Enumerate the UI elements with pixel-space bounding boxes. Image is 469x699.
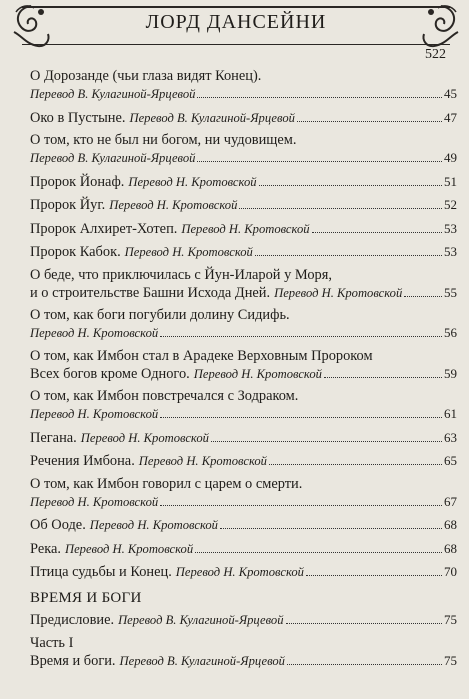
toc-line	[30, 405, 457, 423]
toc-line	[30, 452, 457, 470]
entry-translator: Перевод Н. Кротовской	[124, 245, 253, 259]
book-author-title: ЛОРД ДАНСЕЙНИ	[145, 11, 327, 33]
dot-leader	[297, 121, 442, 122]
toc-entry	[30, 132, 457, 167]
entry-title: Пегана.	[30, 429, 77, 446]
entry-page: 67	[444, 493, 457, 509]
entry-page: 53	[444, 244, 457, 259]
entry-translator: Перевод В. Кулагиной-Ярцевой	[30, 151, 196, 165]
entry-translator: Перевод Н. Кротовской	[128, 174, 257, 189]
entry-title: Речения Имбона.	[30, 453, 135, 469]
dot-leader	[195, 552, 442, 553]
toc-entry	[30, 173, 457, 191]
toc-entry	[30, 540, 457, 558]
dot-leader	[286, 623, 442, 624]
part-entries	[30, 652, 457, 670]
toc-entry	[30, 243, 457, 261]
entry-translator: Перевод Н. Кротовской	[109, 198, 238, 212]
entry-translator: Перевод В. Кулагиной-Ярцевой	[118, 613, 284, 627]
entry-page: 59	[444, 365, 457, 381]
entry-translator: Перевод Н. Кротовской	[138, 454, 267, 468]
entry-title: Пророк Алхирет-Хотеп.	[30, 220, 178, 237]
entry-title: Предисловие.	[30, 612, 115, 628]
toc-line	[30, 109, 457, 127]
toc-entry	[30, 563, 457, 581]
running-header	[22, 6, 450, 62]
entry-page: 56	[444, 325, 457, 340]
entry-translator: Перевод Н. Кротовской	[30, 494, 159, 509]
toc-entry	[30, 516, 457, 534]
dot-leader	[269, 464, 442, 465]
toc-entry	[30, 307, 457, 342]
entry-title: Пророк Кабок.	[30, 244, 121, 260]
entry-translator: Перевод В. Кулагиной-Ярцевой	[30, 87, 196, 101]
toc-line	[30, 516, 457, 534]
entry-title: Птица судьбы и Конец.	[30, 564, 172, 580]
toc-line	[30, 243, 457, 261]
toc-entry	[30, 348, 457, 383]
toc-entry	[30, 476, 457, 511]
entry-title: и о строительстве Башни Исхода Дней.	[30, 284, 271, 301]
toc-line	[30, 611, 457, 629]
toc-entry	[30, 611, 457, 629]
entry-title: Око в Пустыне.	[30, 109, 126, 126]
toc-line	[30, 132, 457, 149]
dot-leader	[211, 441, 442, 442]
dot-leader	[259, 185, 442, 186]
entry-translator: Перевод В. Кулагиной-Ярцевой	[129, 110, 295, 125]
dot-leader	[197, 161, 442, 162]
entry-page: 53	[444, 220, 457, 236]
toc-entry	[30, 220, 457, 238]
toc-line	[30, 388, 457, 405]
entry-title: О том, кто не был ни богом, ни чудовищем.	[30, 132, 297, 148]
toc-entry	[30, 267, 457, 302]
entry-title: Время и боги.	[30, 653, 116, 669]
part-label: Часть I	[30, 635, 74, 651]
toc-line	[30, 652, 457, 670]
dot-leader	[160, 417, 442, 418]
entry-page: 51	[444, 173, 457, 189]
entry-translator: Перевод Н. Кротовской	[193, 366, 322, 381]
entry-page: 47	[444, 109, 457, 125]
dot-leader	[306, 575, 442, 576]
dot-leader	[287, 664, 442, 665]
toc-entry	[30, 68, 457, 103]
entry-title: Пророк Йуг.	[30, 197, 106, 213]
dot-leader	[197, 97, 442, 98]
toc-entry	[30, 109, 457, 127]
dot-leader	[255, 255, 442, 256]
section-entries	[30, 611, 457, 629]
entry-translator: Перевод Н. Кротовской	[89, 518, 218, 532]
entry-page: 61	[444, 406, 457, 421]
entry-page: 63	[444, 429, 457, 445]
toc-line	[30, 429, 457, 447]
table-of-contents	[30, 68, 457, 670]
entry-page: 55	[444, 284, 457, 300]
toc-line	[30, 220, 457, 238]
entry-page: 68	[444, 517, 457, 532]
toc-line	[30, 493, 457, 511]
dot-leader	[404, 296, 442, 297]
entry-title: Всех богов кроме Одного.	[30, 365, 190, 382]
entry-title: О том, как Имбон говорил с царем о смерти.	[30, 475, 303, 492]
entry-page: 75	[444, 612, 457, 627]
entry-translator: Перевод Н. Кротовской	[64, 541, 194, 556]
toc-entry	[30, 196, 457, 214]
toc-line	[30, 267, 457, 284]
entry-page: 49	[444, 150, 457, 165]
dot-leader	[239, 208, 442, 209]
entry-page: 45	[444, 86, 457, 101]
entry-page: 68	[444, 540, 457, 556]
entry-translator: Перевод В. Кулагиной-Ярцевой	[119, 654, 285, 668]
page-number: 522	[425, 47, 446, 62]
entry-translator: Перевод Н. Кротовской	[274, 285, 403, 300]
entry-title: Пророк Йонаф.	[30, 173, 125, 190]
dot-leader	[220, 528, 442, 529]
entry-title: О Дорозанде (чьи глаза видят Конец).	[30, 68, 262, 84]
toc-line	[30, 149, 457, 167]
entry-title: О беде, что приключилась с Йун-Иларой у Моря,	[30, 266, 332, 283]
toc-line	[30, 476, 457, 493]
entry-title: О том, как Имбон стал в Арадеке Верховным Пророком	[30, 347, 373, 364]
toc-line	[30, 68, 457, 85]
toc-line	[30, 365, 457, 383]
entry-translator: Перевод Н. Кротовской	[30, 326, 159, 340]
dot-leader	[312, 232, 442, 233]
toc-entries	[30, 68, 457, 581]
entry-translator: Перевод Н. Кротовской	[30, 407, 159, 421]
toc-entry	[30, 388, 457, 423]
toc-line	[30, 563, 457, 581]
entry-translator: Перевод Н. Кротовской	[181, 221, 310, 236]
entry-title: О том, как Имбон повстречался с Зодраком.	[30, 388, 299, 404]
toc-line	[30, 196, 457, 214]
toc-line	[30, 324, 457, 342]
entry-translator: Перевод Н. Кротовской	[175, 565, 304, 579]
entry-page: 65	[444, 453, 457, 468]
toc-line	[30, 540, 457, 558]
floral-ornament-icon	[418, 2, 464, 50]
toc-line	[30, 348, 457, 365]
entry-page: 70	[444, 564, 457, 579]
entry-title: Река.	[30, 540, 61, 557]
toc-entry	[30, 429, 457, 447]
entry-page: 52	[444, 197, 457, 212]
toc-line	[30, 85, 457, 103]
toc-entry	[30, 652, 457, 670]
entry-title: Об Ооде.	[30, 517, 86, 533]
section-heading: ВРЕМЯ И БОГИ	[30, 590, 142, 606]
dot-leader	[324, 377, 442, 378]
toc-line	[30, 173, 457, 191]
dot-leader	[160, 505, 442, 506]
entry-page: 75	[444, 653, 457, 668]
entry-translator: Перевод Н. Кротовской	[80, 430, 209, 445]
entry-title: О том, как боги погубили долину Сидифь.	[30, 307, 290, 323]
toc-line	[30, 284, 457, 302]
toc-line	[30, 307, 457, 324]
toc-entry	[30, 452, 457, 470]
dot-leader	[160, 336, 442, 337]
